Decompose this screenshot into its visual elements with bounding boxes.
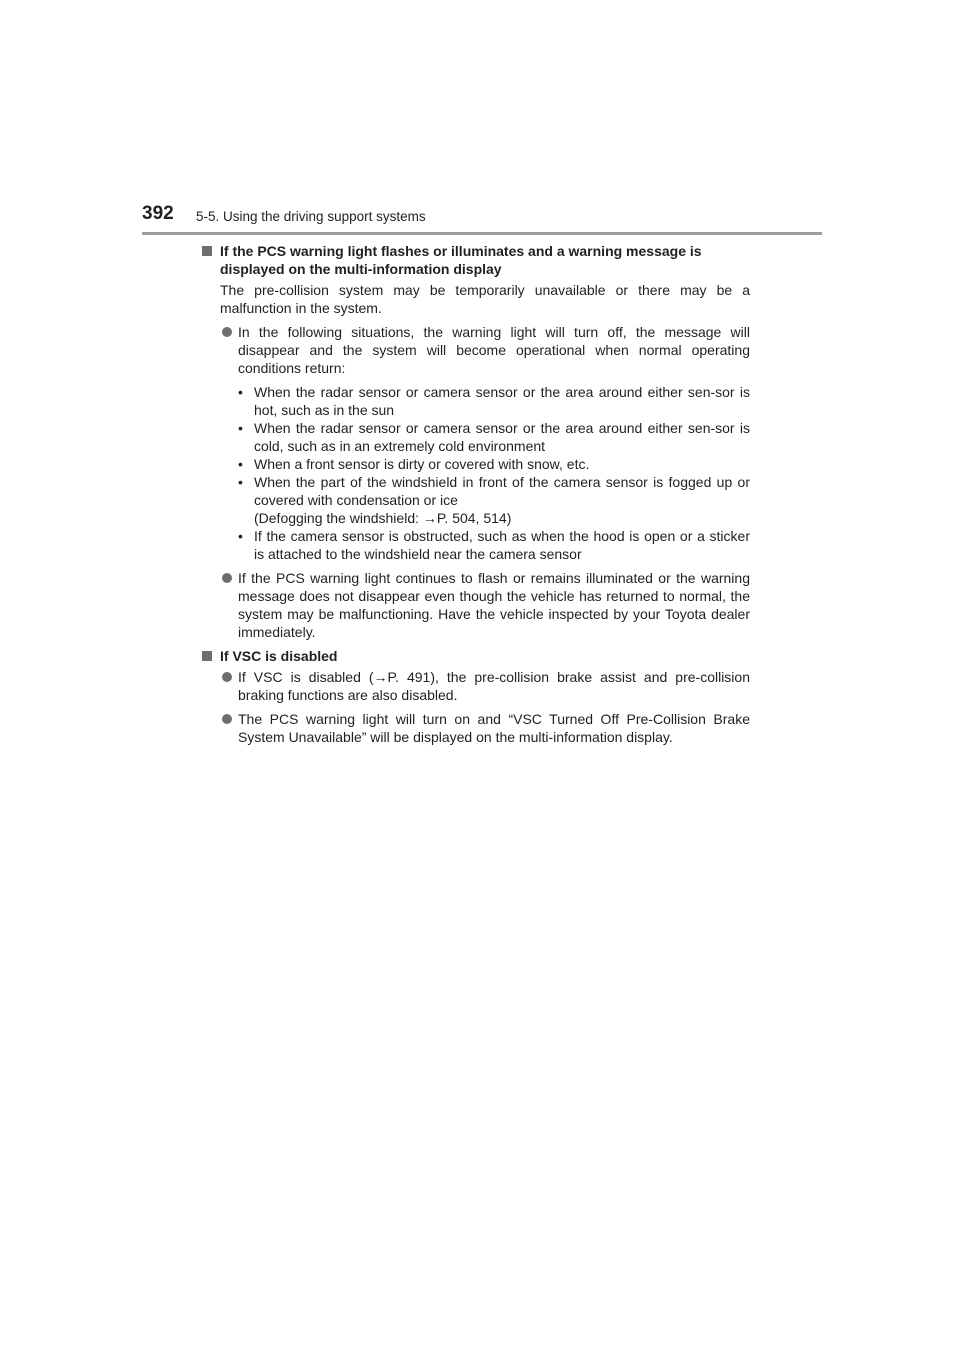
- list-item-text: When the radar sensor or camera sensor or the area around either sen-sor is hot, such as in the sun: [254, 384, 750, 418]
- circle-bullet-icon: [222, 714, 232, 724]
- page-header: [142, 202, 822, 236]
- circle-bullet-icon: [222, 573, 232, 583]
- dot-marker: •: [238, 528, 243, 544]
- intro-paragraph: The pre-collision system may be temporarily unavailable or there may be a malfunction in the system.: [220, 282, 750, 316]
- list-item: [238, 527, 750, 563]
- bullet-text: If the PCS warning light continues to flash or remains illuminated or the warning message does not disappear even though the vehicle has returned to normal, the system may be malfunctioning. Have the vehicle inspected by your Toyota dealer immediately.: [238, 570, 750, 640]
- square-bullet-icon: [202, 651, 212, 661]
- circle-bullet-icon: [222, 327, 232, 337]
- bullet-item: [220, 710, 750, 746]
- bullet-text: In the following situations, the warning light will turn off, the message will disappear and the system will become operational when normal operating conditions return:: [238, 324, 750, 376]
- list-item: [238, 383, 750, 419]
- bullet-text: If VSC is disabled (→P. 491), the pre-collision brake assist and pre-collision braking functions are also disabled.: [238, 669, 750, 703]
- dot-marker: •: [238, 456, 243, 472]
- heading-text: If VSC is disabled: [220, 648, 338, 664]
- section-heading: [202, 647, 750, 665]
- page-reference: (Defogging the windshield: →P. 504, 514): [254, 510, 512, 526]
- bullet-item: [220, 668, 750, 704]
- bullet-item: [220, 323, 750, 377]
- header-divider: [142, 232, 822, 235]
- page-number: 392: [142, 203, 174, 224]
- bullet-item: [220, 569, 750, 641]
- section-title: 5-5. Using the driving support systems: [196, 209, 426, 224]
- dot-marker: •: [238, 474, 243, 490]
- section-heading: [202, 242, 750, 278]
- list-item-text: When the part of the windshield in front of the camera sensor is fogged up or covered with condensation or ice: [254, 474, 750, 508]
- list-item-text: When a front sensor is dirty or covered with snow, etc.: [254, 456, 590, 472]
- dot-marker: •: [238, 384, 243, 400]
- circle-bullet-icon: [222, 672, 232, 682]
- list-item-text: If the camera sensor is obstructed, such as when the hood is open or a sticker is attached to the windshield near the camera sensor: [254, 528, 750, 562]
- page-content: [220, 242, 750, 746]
- section-pcs-warning: [220, 242, 750, 641]
- section-vsc-disabled: [220, 647, 750, 746]
- list-item-text: When the radar sensor or camera sensor or the area around either sen-sor is cold, such as in an extremely cold environment: [254, 420, 750, 454]
- list-item: [238, 473, 750, 527]
- condition-list: [220, 383, 750, 563]
- dot-marker: •: [238, 420, 243, 436]
- square-bullet-icon: [202, 246, 212, 256]
- bullet-text: The PCS warning light will turn on and “VSC Turned Off Pre-Collision Brake System Unavailable” will be displayed on the multi-information display.: [238, 711, 750, 745]
- list-item: [238, 455, 750, 473]
- heading-text: If the PCS warning light flashes or illuminates and a warning message is displayed on the multi-information display: [220, 243, 702, 277]
- list-item: [238, 419, 750, 455]
